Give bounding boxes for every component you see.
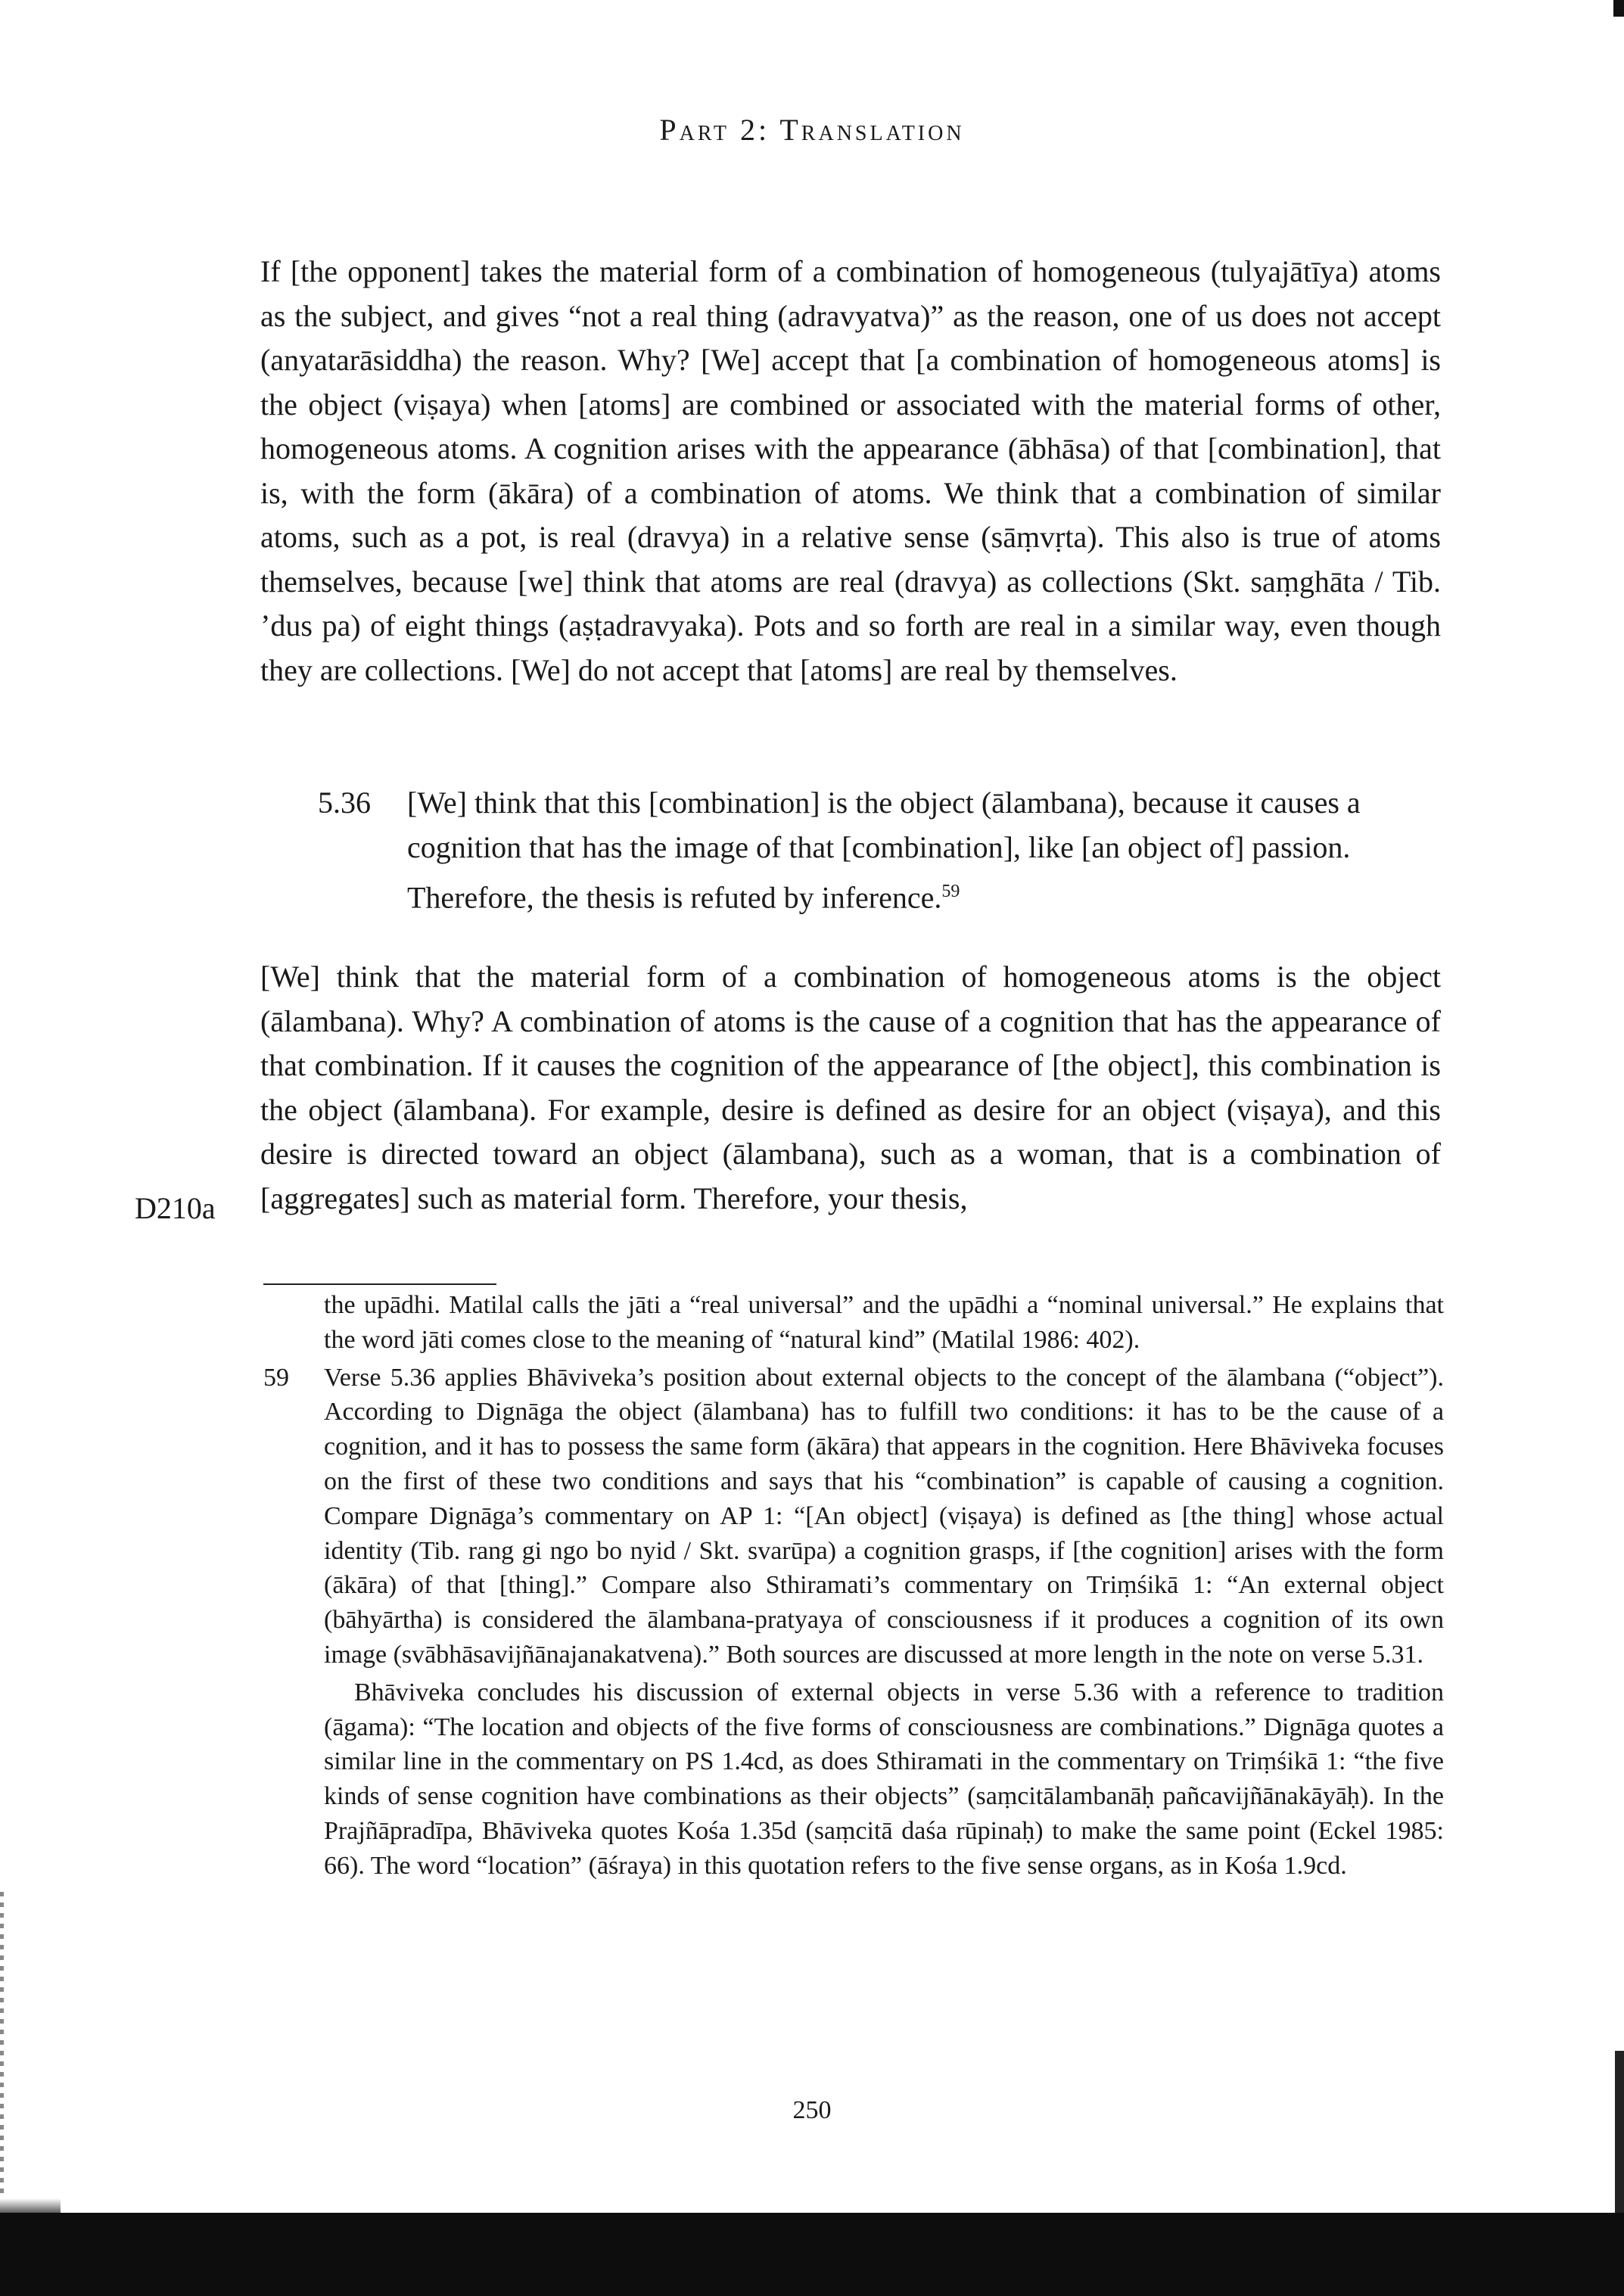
scan-bottom-border — [0, 2213, 1624, 2296]
footnotes — [263, 1288, 1444, 1884]
running-header: Part 2: Translation — [659, 113, 965, 147]
footnote-continued: the upādhi. Matilal calls the jāti a “real universal” and the upādhi a “nominal universal.” He explains that the word jāti comes close to the meaning of “natural kind” (Matilal 1986: 402). — [324, 1291, 1444, 1354]
paragraph-2: [We] think that the material form of a combination of homogeneous atoms is the object (ālambana). Why? A combination of atoms is the cause of a cognition that has the appearance of that combination. If it causes the cognition of the appearance of [the object], this combination is the object (ālambana). For example, desire is defined as desire for an object (viṣaya), and this desire is directed toward an object (ālambana), such as a woman, that is a combination of [aggregates] such as material form. Therefore, your thesis, — [260, 960, 1441, 1215]
paragraph-1: If [the opponent] takes the material form of a combination of homogeneous (tulyajātīya) atoms as the subject, and gives “not a real thing (adravyatva)” as the reason, one of us does not accept (anyatarāsiddha) the reason. Why? [We] accept that [a combination of homogeneous atoms] is the object (viṣaya) when [atoms] are combined or associated with the material forms of other, homogeneous atoms. A cognition arises with the appearance (ābhāsa) of that [combination], that is, with the form (ākāra) of a combination of atoms. We think that a combination of similar atoms, such as a pot, is real (dravya) in a relative sense (sāṃvṛta). This also is true of atoms themselves, because [we] think that atoms are real (dravya) as collections (Skt. saṃghāta / Tib. ’dus pa) of eight things (aṣṭadravyaka). Pots and so forth are real in a similar way, even though they are collections. [We] do not accept that [atoms] are real by themselves. — [260, 254, 1441, 687]
footnote-ref-59[interactable]: 59 — [941, 882, 960, 901]
verse-text: [We] think that this [combination] is the object (ālambana), because it causes a cognition that has the image of that [combination], like [an object of] passion. Therefore, the thesis is refuted by inference. — [407, 786, 1361, 915]
scan-edge-shadow — [0, 2198, 61, 2214]
scan-corner-mark — [1613, 0, 1624, 17]
verse-text-block — [407, 781, 1383, 920]
footnote-59-text: Verse 5.36 applies Bhāviveka’s position about external objects to the concept of the ālambana (“object”). According to Dignāga the object (ālambana) has to fulfill two conditions: it has to be the cause of a cognition, and it has to possess the same form (ākāra) that appears in the cognition. Here Bhāviveka focuses on the first of these two conditions and says that his “combination” is capable of causing a cognition. Compare Dignāga’s commentary on AP 1: “[An object] (viṣaya) is defined as [the thing] whose actual identity (Tib. rang gi ngo bo nyid / Skt. svarūpa) a cognition grasps, if [the cognition] arises with the form (ākāra) of that [thing].” Compare also Sthiramati’s commentary on Triṃśikā 1: “An external object (bāhyārtha) is considered the ālambana-pratyaya of consciousness if it produces a cognition of its own image (svābhāsavijñānajanakatvena).” Both sources are discussed at more length in the note on verse 5.31. — [324, 1363, 1444, 1669]
footnote-rule — [263, 1283, 496, 1285]
page-number: 250 — [792, 2096, 832, 2124]
footnote-59-text-2: Bhāviveka concludes his discussion of external objects in verse 5.36 with a reference to tradition (āgama): “The location and objects of the five forms of consciousness are combinations.” Dignāga quotes a similar line in the commentary on PS 1.4cd, as does Sthiramati in the commentary on Triṃśikā 1: “the five kinds of sense cognition have combinations as their objects” (saṃcitālambanāḥ pañcavijñānakāyāḥ). In the Prajñāpradīpa, Bhāviveka quotes Kośa 1.35d (saṃcitā daśa rūpinaḥ) to make the same point (Eckel 1985: 66). The word “location” (āśraya) in this quotation refers to the five sense organs, as in Kośa 1.9cd. — [324, 1678, 1444, 1880]
verse-number: 5.36 — [318, 786, 371, 820]
margin-reference: D210a — [135, 1191, 216, 1225]
scan-right-edge — [1615, 2051, 1624, 2213]
scan-left-edge — [0, 1892, 4, 2210]
footnote-59 — [263, 1361, 1444, 1884]
footnote-number: 59 — [263, 1363, 289, 1392]
